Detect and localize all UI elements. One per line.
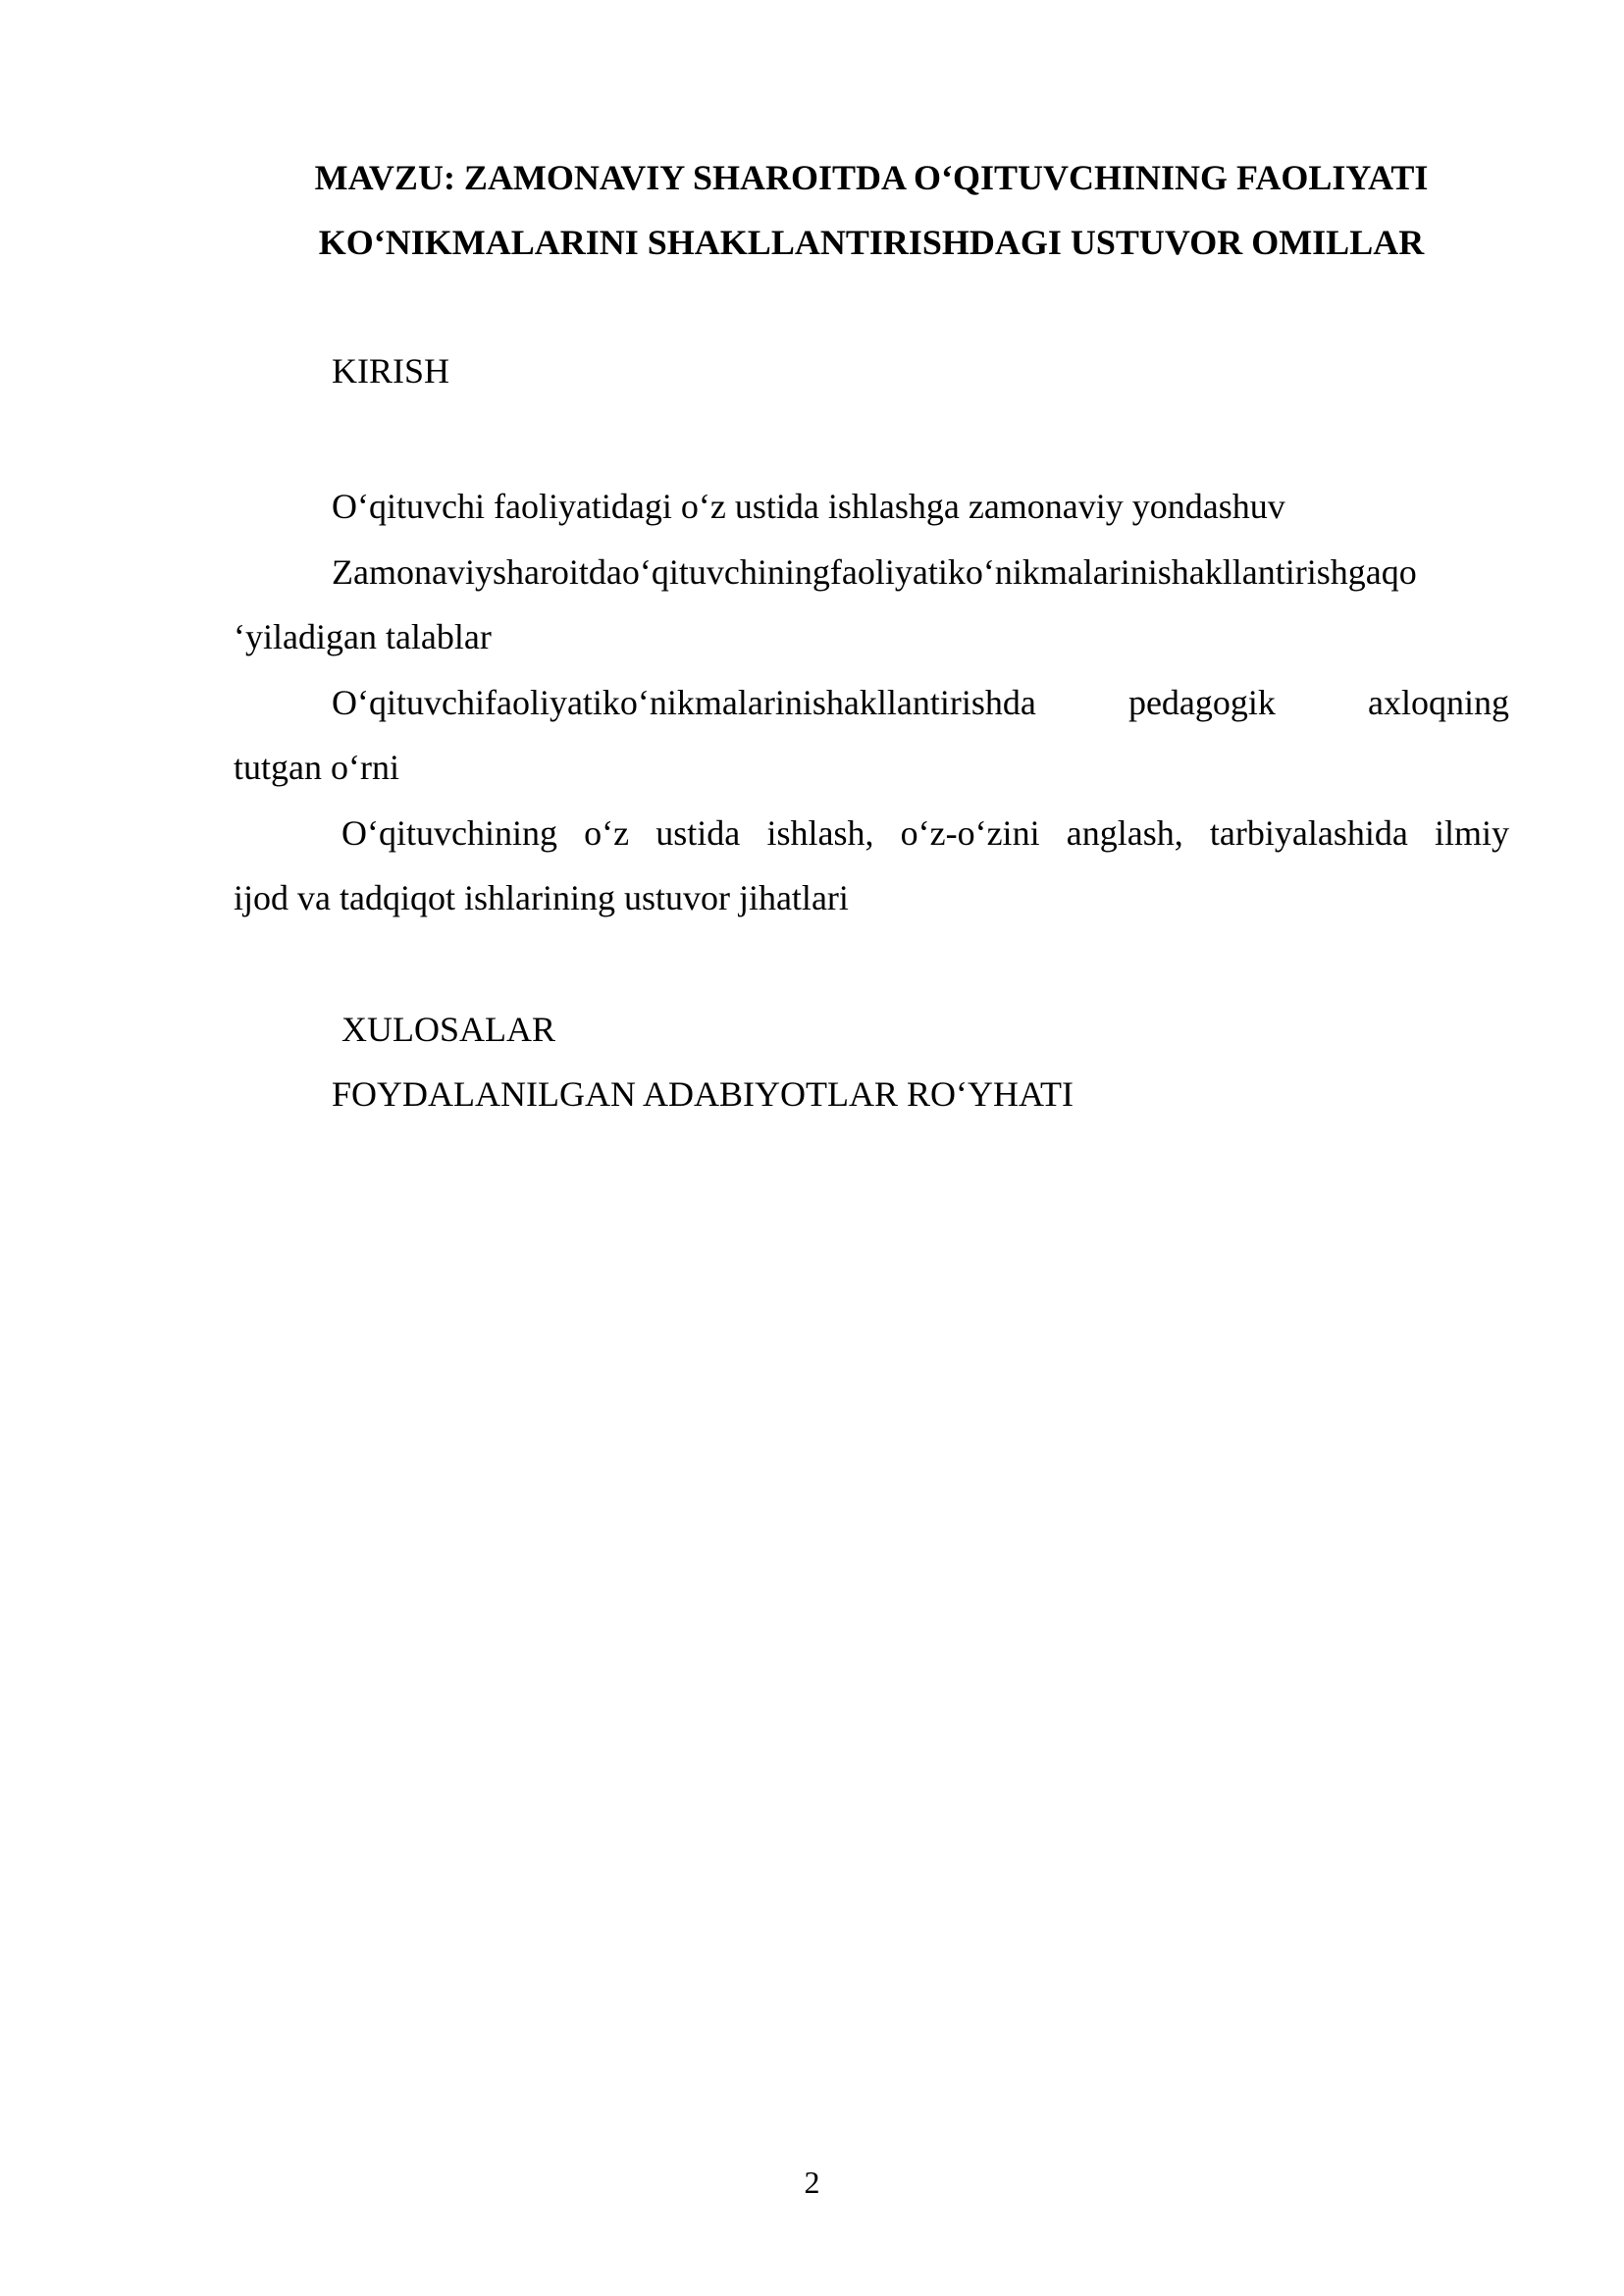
toc-item-1: O‘qituvchi faoliyatidagi o‘z ustida ishlashga zamonaviy yondashuv xyxy=(332,487,1285,526)
heading-adabiyotlar: FOYDALANILGAN ADABIYOTLAR RO‘YHATI xyxy=(332,1074,1074,1114)
heading-kirish: KIRISH xyxy=(332,351,450,391)
toc-item-4-line-2: ijod va tadqiqot ishlarining ustuvor jihatlari xyxy=(234,878,849,917)
toc-item-3-line-1 xyxy=(234,670,1509,735)
toc-item-4-line-1: O‘qituvchining o‘z ustida ishlash, o‘z-o‘zini anglash, tarbiyalashida ilmiy xyxy=(341,813,1509,853)
title-line-2: KO‘NIKMALARINI SHAKLLANTIRISHDAGI USTUVOR OMILLAR xyxy=(318,223,1425,262)
toc-item-2-line-2: ‘yiladigan talablar xyxy=(234,617,492,656)
toc-item-3-part-2: pedagogik xyxy=(1127,683,1276,722)
heading-xulosalar: XULOSALAR xyxy=(341,1010,556,1049)
toc-item-3-line-2: tutgan o‘rni xyxy=(234,748,399,787)
toc-item-3-part-1: O‘qituvchifaoliyatiko‘nikmalarinishakllantirishda xyxy=(332,683,1036,722)
toc-item-2-line-1: Zamonaviysharoitdao‘qituvchiningfaoliyatiko‘nikmalarinishakllantirishgaqo xyxy=(332,552,1417,592)
toc-item-3-part-3: axloqning xyxy=(1368,683,1509,722)
page-number: 2 xyxy=(804,2165,820,2200)
document-title xyxy=(234,145,1509,275)
title-line-1: MAVZU: ZAMONAVIY SHAROITDA O‘QITUVCHINING FAOLIYATI xyxy=(314,158,1429,197)
